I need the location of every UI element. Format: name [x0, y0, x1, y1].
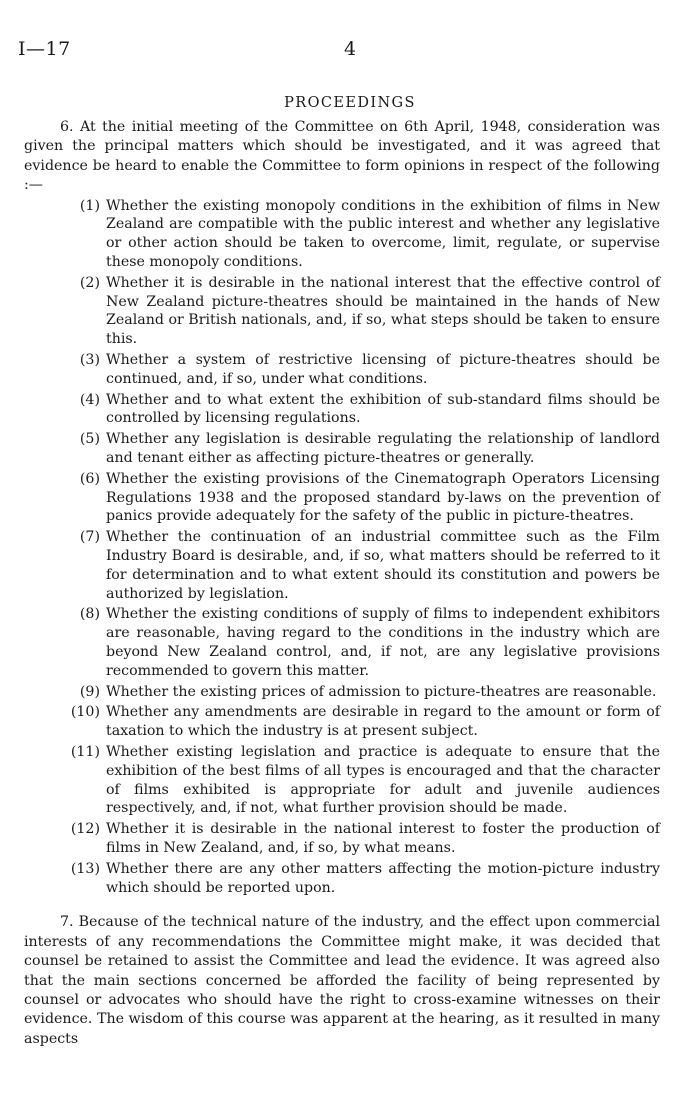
paragraph-7: 7. Because of the technical nature of the industry, and the effect upon commercial interests of any recommendations the Committee might make, it was decided that counsel be retained to assist the Committee and lead the evidence. It was agreed also that the main sections concerned be afforded the facility of being represented by counsel or advocates who should have the right to cross-examine witnesses on their evidence. The wisdom of this course was apparent at the hearing, as it resulted in many aspects: [24, 914, 660, 1047]
list-item: [24, 743, 660, 818]
item-number: (1): [79, 197, 100, 214]
list-item: [24, 351, 660, 389]
matters-list: [24, 197, 660, 898]
paragraph-6: 6. At the initial meeting of the Committee on 6th April, 1948, consideration was given the principal matters which should be investigated, and it was agreed that evidence be heard to enable the Committee to form opinions in respect of the following :—: [24, 119, 660, 194]
item-text: Whether and to what extent the exhibition of sub-standard films should be controlled by licensing regulations.: [106, 391, 660, 427]
item-number: (11): [70, 743, 100, 760]
document-body: [24, 118, 660, 1049]
item-number: (8): [79, 606, 100, 623]
item-text: Whether the existing provisions of the Cinematograph Operators Licensing Regulations 1938 and the proposed standard by-laws on the prevention of panics provide adequately for the safety of the public in picture-theatres.: [106, 470, 660, 525]
item-text: Whether there are any other matters affecting the motion-picture industry which should be reported upon.: [106, 860, 660, 896]
item-text: Whether it is desirable in the national interest to foster the production of films in New Zealand, and, if so, by what means.: [106, 821, 660, 856]
section-title: PROCEEDINGS: [284, 95, 416, 111]
list-item: [24, 703, 660, 741]
item-number: (3): [79, 352, 100, 368]
item-text: Whether any legislation is desirable regulating the relationship of landlord and tenant either as affecting picture-theatres or generally.: [106, 431, 660, 466]
list-item: [24, 820, 660, 858]
item-number: (7): [79, 529, 100, 546]
list-item: [24, 605, 660, 680]
item-number: (6): [79, 470, 100, 487]
item-number: (13): [70, 860, 100, 877]
item-text: Whether the continuation of an industrial committee such as the Film Industry Board is desirable, and, if so, what matters should be referred to it for determination and to what extent should its constitution and powers be authorized by legislation.: [106, 529, 660, 602]
item-text: Whether the existing prices of admission to picture-theatres are reasonable.: [106, 683, 657, 700]
item-number: (9): [79, 683, 100, 700]
list-item: [24, 470, 660, 526]
item-number: (10): [70, 704, 100, 721]
list-item: [24, 860, 660, 898]
item-text: Whether existing legislation and practice is adequate to ensure that the exhibition of the best films of all types is encouraged and that the character of films exhibited is appropriate for adult and juvenile audiences respectively, and, if not, what further provision should be made.: [106, 743, 660, 817]
item-text: Whether any amendments are desirable in regard to the amount or form of taxation to which the industry is at present subject.: [106, 704, 660, 740]
list-item: [24, 528, 660, 603]
item-number: (12): [70, 821, 100, 838]
list-item: [24, 274, 660, 349]
list-item: [24, 197, 660, 272]
list-item: [24, 430, 660, 468]
item-text: Whether a system of restrictive licensing of picture-theatres should be continued, and, if so, under what conditions.: [106, 352, 660, 387]
item-number: (2): [79, 274, 100, 291]
page-reference: I—17: [18, 38, 71, 60]
page-header: [18, 38, 682, 64]
list-item: [24, 391, 660, 429]
page-number: 4: [343, 38, 357, 60]
item-number: (4): [79, 391, 100, 408]
item-text: Whether the existing conditions of supply of films to independent exhibitors are reasonable, having regard to the conditions in the industry which are beyond New Zealand control, and, if not, are any legislative provisions recommended to govern this matter.: [106, 606, 660, 679]
item-text: Whether it is desirable in the national interest that the effective control of New Zealand picture-theatres should be maintained in the hands of New Zealand or British nationals, and, if so, what steps should be taken to ensure this.: [106, 274, 660, 348]
item-text: Whether the existing monopoly conditions in the exhibition of films in New Zealand are compatible with the public interest and whether any legislative or other action should be taken to overcome, limit, regulate, or supervise these monopoly conditions.: [106, 197, 660, 271]
item-number: (5): [79, 431, 100, 448]
list-item: [24, 683, 660, 702]
